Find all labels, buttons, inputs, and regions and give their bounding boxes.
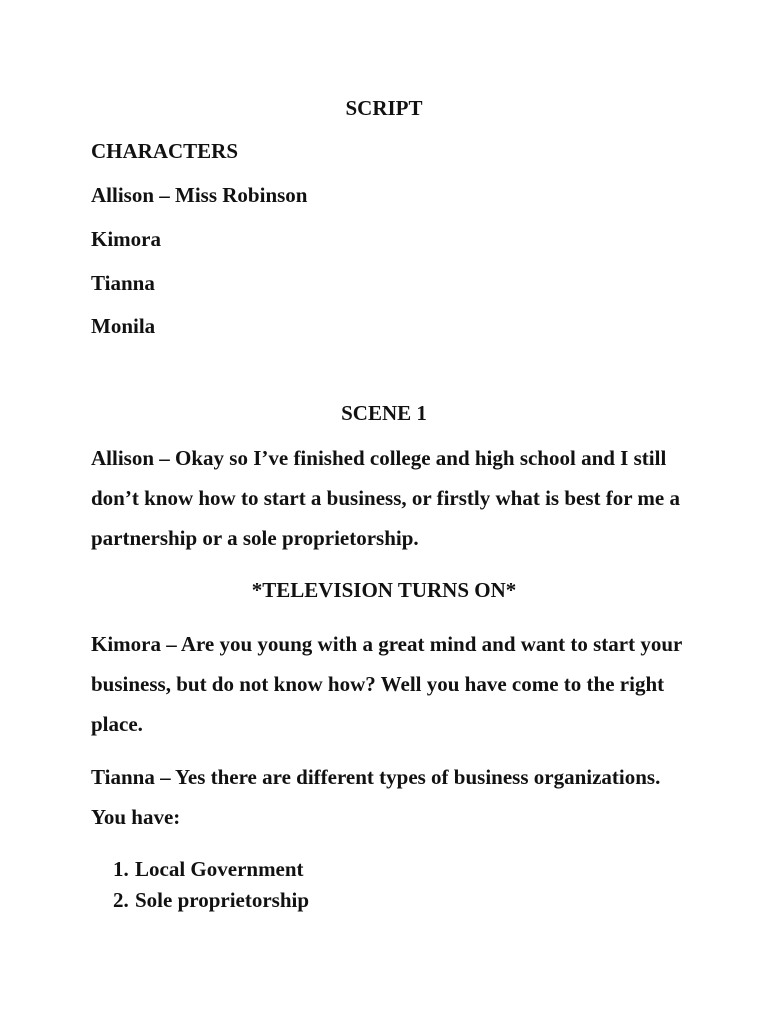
character-tianna: Tianna [91, 271, 155, 295]
list-item-number: 2. [113, 888, 129, 912]
list-item [113, 885, 309, 916]
list-item-text: Sole proprietorship [135, 888, 310, 912]
character-monila: Monila [91, 314, 156, 338]
organization-list [113, 854, 309, 916]
character-allison: Allison – Miss Robinson [91, 183, 308, 207]
script-title: SCRIPT [345, 96, 423, 120]
list-item-text: Local Government [135, 857, 304, 881]
dialogue-kimora: Kimora – Are you young with a great mind and want to start your business, but do not know how? Well you have come to the right place. [91, 632, 682, 736]
list-item [113, 854, 309, 885]
characters-heading: CHARACTERS [91, 139, 239, 163]
scene-heading: SCENE 1 [341, 401, 427, 425]
character-kimora: Kimora [91, 227, 161, 251]
dialogue-tianna: Tianna – Yes there are different types of business organizations. You have: [91, 765, 661, 829]
stage-direction: *TELEVISION TURNS ON* [251, 578, 517, 602]
dialogue-allison: Allison – Okay so I’ve finished college and high school and I still don’t know how to start a business, or firstly what is best for me a partnership or a sole proprietorship. [91, 446, 680, 550]
list-item-number: 1. [113, 857, 129, 881]
